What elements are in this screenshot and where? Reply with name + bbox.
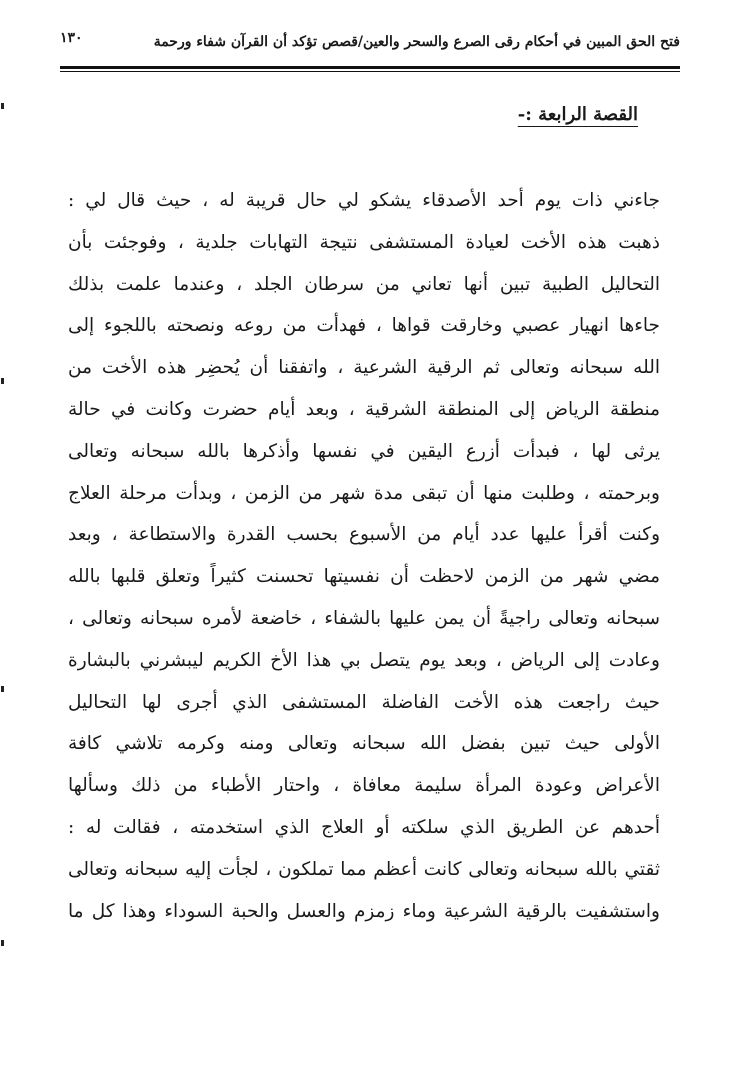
scan-mark	[1, 940, 4, 946]
text-line: وبرحمته ، وطلبت منها أن تبقى مدة شهر من الزمن ، وبدأت مرحلة العلاج	[68, 482, 660, 504]
text-line: الأعراض وعودة المرأة سليمة معافاة ، واحتار الأطباء من ذلك وسألها	[68, 775, 660, 797]
running-header	[60, 30, 680, 60]
text-line: جاءني ذات يوم أحد الأصدقاء يشكو لي حال قريبة له ، حيث قال لي :	[68, 190, 660, 211]
text-line: منطقة الرياض إلى المنطقة الشرقية ، وبعد أيام حضرت وكانت في حالة	[68, 398, 660, 420]
header-rule-thick	[60, 66, 680, 69]
text-line: مضي شهر من الزمن لاحظت أن نفسيتها تحسنت كثيراً وتعلق قلبها بالله	[68, 566, 660, 588]
text-line: حيث راجعت هذه الأخت الفاضلة المستشفى الذي أجرى لها التحاليل	[68, 691, 660, 713]
scan-mark	[1, 686, 4, 692]
text-line: سبحانه وتعالى راجيةً أن يمن عليها بالشفاء ، خاضعة لأمره سبحانه وتعالى ،	[68, 607, 660, 629]
text-line: يرثى لها ، فبدأت أزرع اليقين في نفسها وأذكرها بالله سبحانه وتعالى	[68, 440, 660, 462]
scan-mark	[1, 103, 4, 109]
text-line: جاءها انهيار عصبي وخارقت قواها ، فهدأت من روعه ونصحته باللجوء إلى	[68, 315, 660, 337]
text-line: وكنت أقرأ عليها عدد أيام من الأسبوع بحسب القدرة والاستطاعة ، وبعد	[68, 524, 660, 546]
text-line: واستشفيت بالرقية الشرعية وماء زمزم والعسل والحبة السوداء وهذا كل ما	[68, 900, 660, 922]
text-line: وعادت إلى الرياض ، وبعد يوم يتصل بي هذا الأخ الكريم ليبشرني بالبشارة	[68, 649, 660, 671]
text-line: أحدهم عن الطريق الذي سلكته أو العلاج الذي استخدمته ، فقالت له :	[68, 816, 660, 838]
section-heading: القصة الرابعة :-	[517, 104, 638, 125]
text-line: ذهبت هذه الأخت لعيادة المستشفى نتيجة التهابات جلدية ، وفوجئت بأن	[68, 231, 660, 253]
text-line: التحاليل الطبية تبين أنها تعاني من سرطان الجلد ، وعندما علمت بذلك	[68, 273, 660, 295]
text-line: الله سبحانه وتعالى ثم الرقية الشرعية ، واتفقنا أن يُحضِر هذه الأخت من	[68, 357, 660, 379]
header-rule-thin	[60, 71, 680, 72]
page-number: ١٣٠	[60, 30, 83, 46]
running-header-title: فتح الحق المبين في أحكام رقى الصرع والسحر والعين/قصص تؤكد أن القرآن شفاء ورحمة	[153, 34, 680, 50]
body-paragraph	[68, 180, 660, 932]
text-line: الأولى حيث تبين بفضل الله سبحانه وتعالى ومنه وكرمه تلاشي كافة	[68, 733, 660, 755]
scan-mark	[1, 378, 4, 384]
text-line: ثقتي بالله سبحانه وتعالى كانت أعظم مما تملكون ، لجأت إليه سبحانه وتعالى	[68, 858, 660, 880]
